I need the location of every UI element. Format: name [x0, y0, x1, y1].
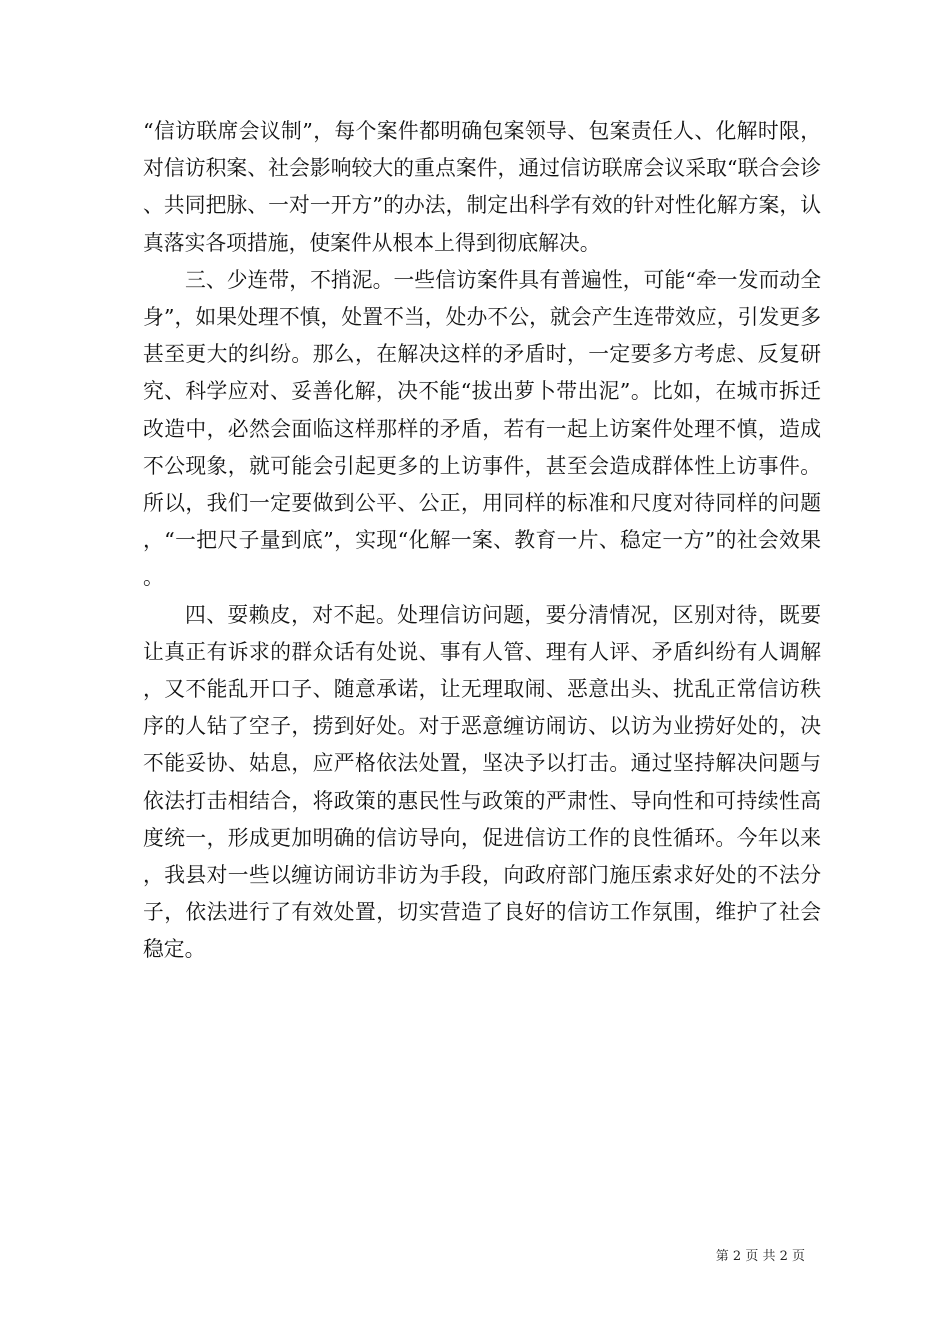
paragraph-1: “信访联席会议制”，每个案件都明确包案领导、包案责任人、化解时限，对信访积案、社会影响较大的重点案件，通过信访联席会议采取“联合会诊、共同把脉、一对一开方”的办法，制定出科学有效的针对性化解方案，认真落实各项措施，使案件从根本上得到彻底解决。	[143, 119, 821, 255]
document-body	[143, 113, 821, 969]
paragraph-2: 三、少连带，不捎泥。一些信访案件具有普遍性，可能“牵一发而动全身”，如果处理不慎，处置不当，处办不公，就会产生连带效应，引发更多甚至更大的纠纷。那么，在解决这样的矛盾时，一定要多方考虑、反复研究、科学应对、妥善化解，决不能“拔出萝卜带出泥”。比如，在城市拆迁改造中，必然会面临这样那样的矛盾，若有一起上访案件处理不慎，造成不公现象，就可能会引起更多的上访事件，甚至会造成群体性上访事件。所以，我们一定要做到公平、公正，用同样的标准和尺度对待同样的问题，“一把尺子量到底”，实现“化解一案、教育一片、稳定一方”的社会效果。	[143, 267, 821, 590]
paragraph-3: 四、耍赖皮，对不起。处理信访问题，要分清情况，区别对待，既要让真正有诉求的群众话有处说、事有人管、理有人评、矛盾纠纷有人调解，又不能乱开口子、随意承诺，让无理取闹、恶意出头、扰乱正常信访秩序的人钻了空子，捞到好处。对于恶意缠访闹访、以访为业捞好处的，决不能妥协、姑息，应严格依法处置，坚决予以打击。通过坚持解决问题与依法打击相结合，将政策的惠民性与政策的严肃性、导向性和可持续性高度统一，形成更加明确的信访导向，促进信访工作的良性循环。今年以来，我县对一些以缠访闹访非访为手段，向政府部门施压索求好处的不法分子，依法进行了有效处置，切实营造了良好的信访工作氛围，维护了社会稳定。	[143, 602, 821, 962]
page-number-footer: 第 2 页 共 2 页	[715, 1249, 805, 1264]
